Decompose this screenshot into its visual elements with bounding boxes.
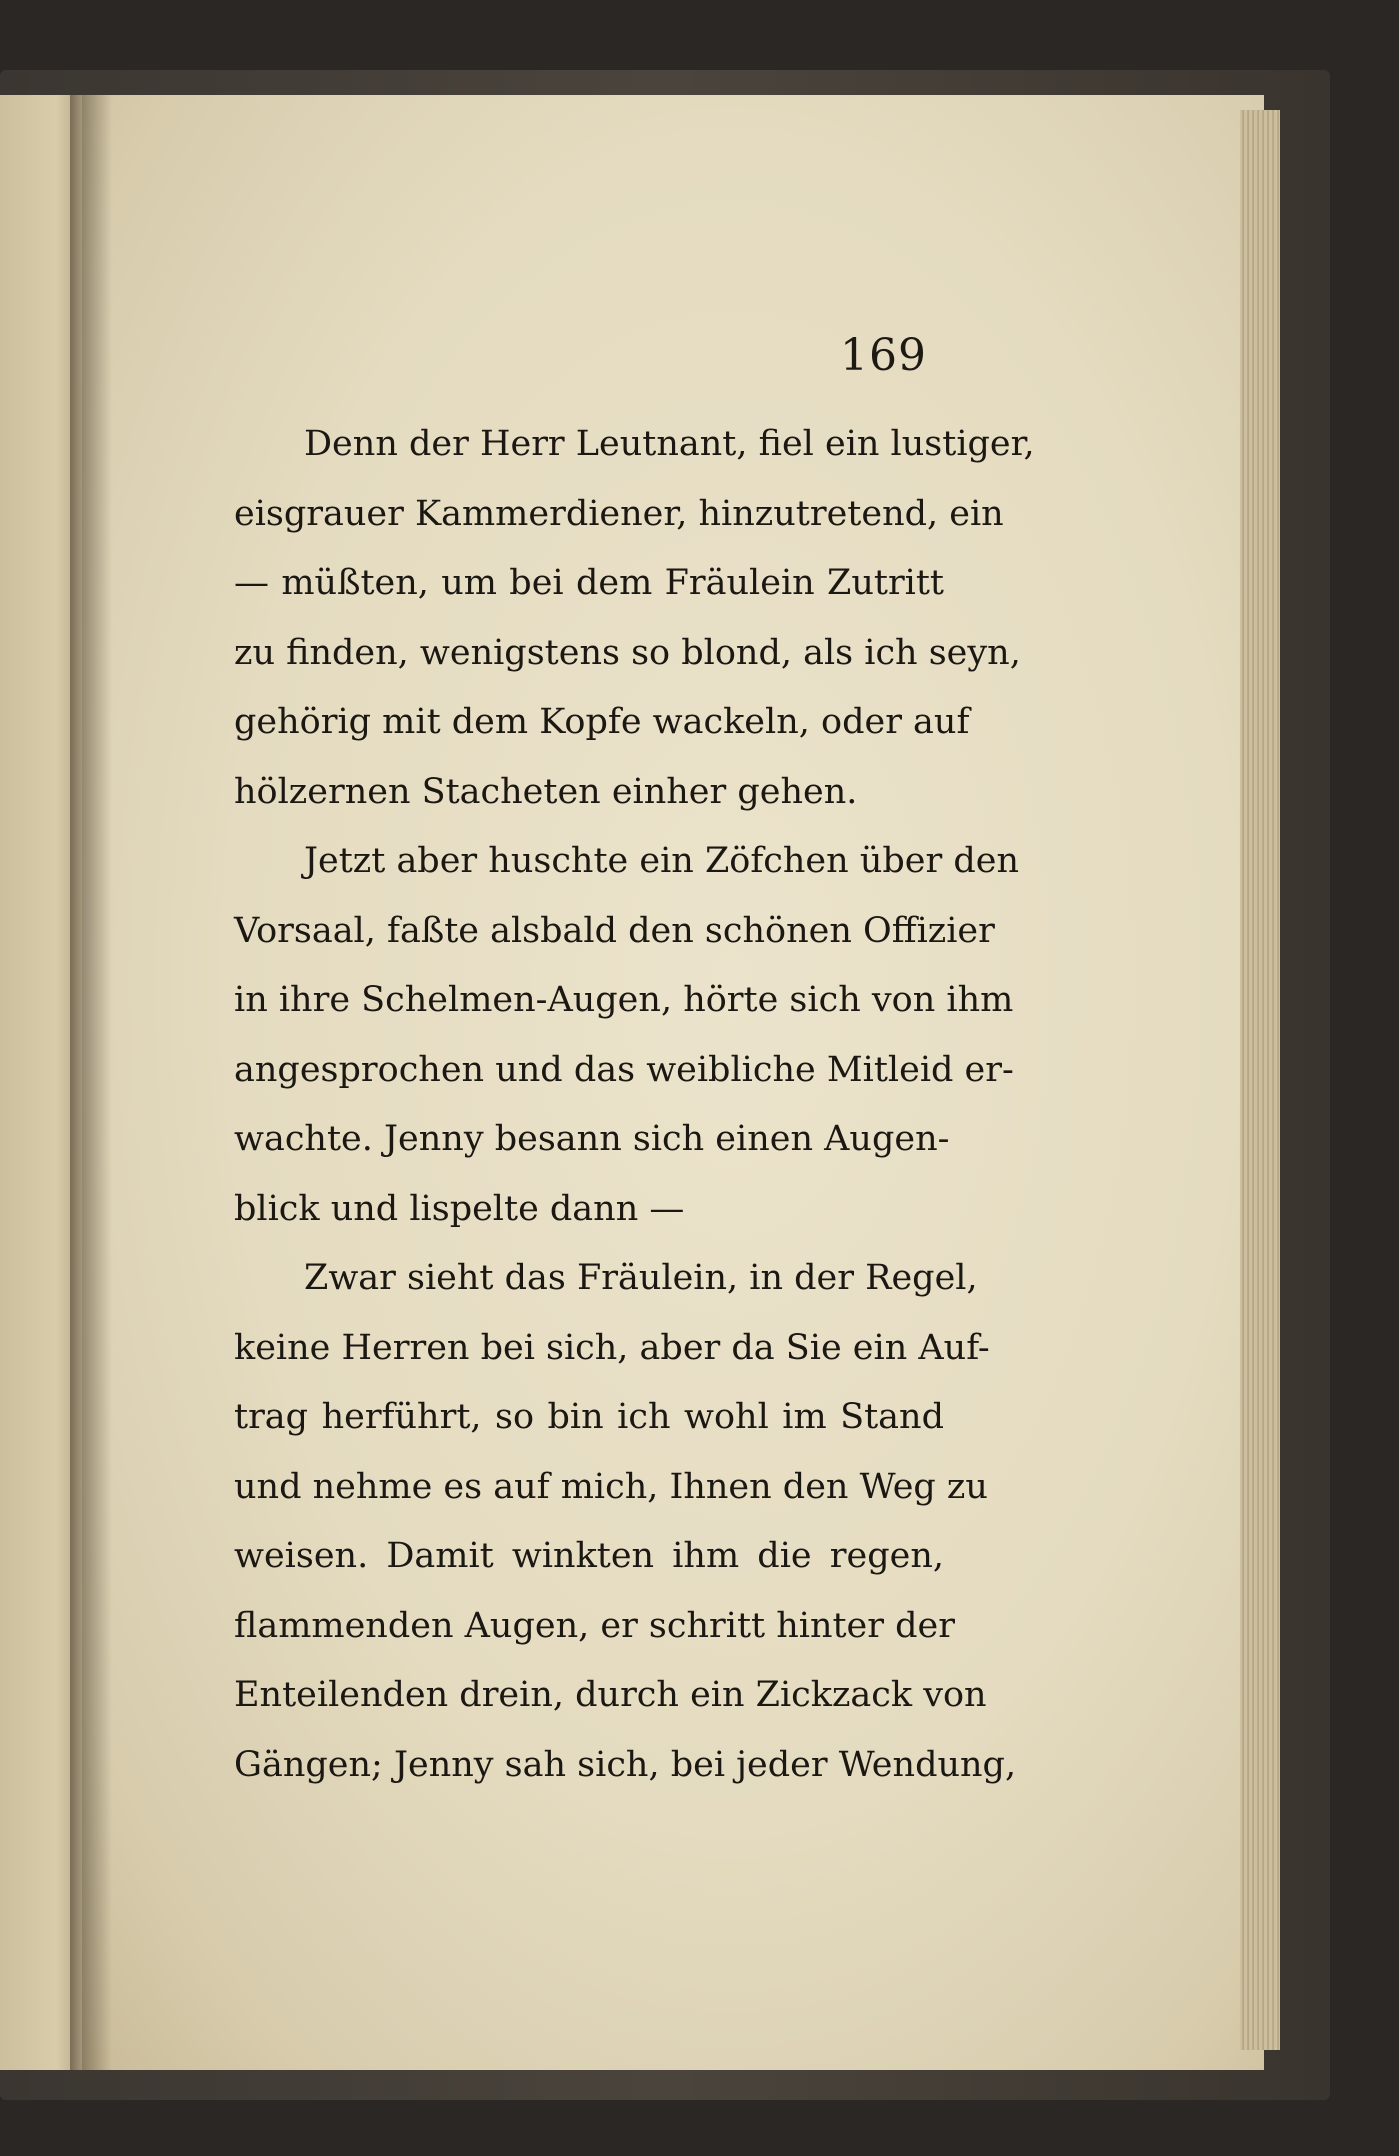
text-line: eisgrauer Kammerdiener, hinzutretend, ein [234, 493, 1004, 534]
text-line: angesprochen und das weibliche Mitleid er- [234, 1049, 1014, 1090]
text-line: gehörig mit dem Kopfe wackeln, oder auf [234, 702, 970, 742]
text-line: blick und lispelte dann — [234, 1188, 685, 1229]
text-line: Gängen; Jenny sah sich, bei jeder Wendung, [234, 1744, 1017, 1785]
text-line: und nehme es auf mich, Ihnen den Weg zu [234, 1466, 988, 1507]
text-line: zu finden, wenigstens so blond, als ich seyn, [234, 632, 1021, 673]
text-line: trag herführt, so bin ich wohl im Stand [234, 1397, 944, 1437]
text-line: flammenden Augen, er schritt hinter der [234, 1605, 955, 1646]
left-page-edge [70, 95, 82, 2070]
text-line: Jetzt aber huschte ein Zöfchen über den [304, 841, 1019, 881]
gutter-shadow [82, 95, 112, 2070]
page-stack-edge [1240, 110, 1280, 2050]
text-line: weisen. Damit winkten ihm die regen, [234, 1536, 944, 1576]
page-number: 169 [840, 330, 927, 381]
text-line: wachte. Jenny besann sich einen Augen- [234, 1119, 950, 1159]
left-page [0, 95, 80, 2070]
text-line: Enteilenden drein, durch ein Zickzack von [234, 1675, 987, 1715]
text-line: Denn der Herr Leutnant, fiel ein lustiger, [304, 424, 1035, 464]
text-line: keine Herren bei sich, aber da Sie ein Auf- [234, 1327, 990, 1368]
text-line: — müßten, um bei dem Fräulein Zutritt [234, 563, 944, 603]
body-text [234, 410, 1035, 1800]
text-line: Vorsaal, faßte alsbald den schönen Offizier [234, 910, 995, 951]
text-line: hölzernen Stacheten einher gehen. [234, 771, 858, 812]
text-line: in ihre Schelmen-Augen, hörte sich von ihm [234, 980, 1014, 1020]
text-line: Zwar sieht das Fräulein, in der Regel, [304, 1258, 978, 1298]
